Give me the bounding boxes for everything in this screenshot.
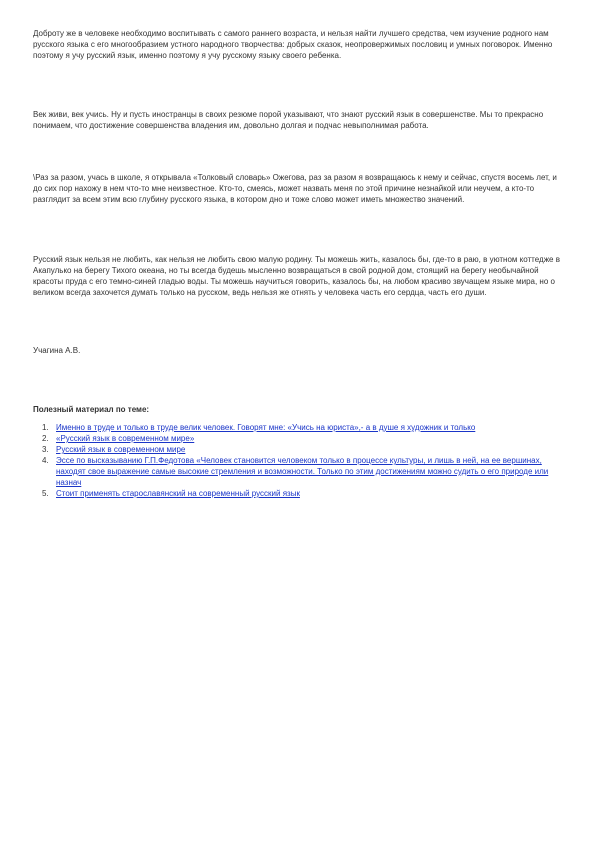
related-link-5[interactable]: Стоит применять старославянский на современный русский язык: [56, 489, 300, 498]
list-number: 2.: [42, 434, 49, 443]
list-number: 1.: [42, 423, 49, 432]
paragraph-3: \Раз за разом, учась в школе, я открывала «Толковый словарь» Ожегова, раз за разом я возвращаюсь к нему и сейчас, спустя восемь лет, и до сих пор нахожу в нем что-то мне неизвестное. Кто-то, смеясь, может назвать меня по этой причине незнайкой или неучем, а кто-то разглядит за всем этим всю глубину русского языка, в котором дно и тоже слово может иметь множество значений.: [33, 173, 557, 204]
list-item: [42, 455, 564, 488]
list-item: [42, 422, 564, 433]
related-heading: Полезный материал по теме:: [33, 405, 150, 414]
list-number: 5.: [42, 489, 49, 498]
paragraph-4: Русский язык нельзя не любить, как нельзя не любить свою малую родину. Ты можешь жить, казалось бы, где-то в раю, в уютном коттедже в Акапулько на берегу Тихого океана, но ты всегда будешь мысленно возвращаться в свой родной дом, стоящий на берегу необычайной красоты пруда с его темно-синей гладью воды. Ты можешь научиться говорить, казалось бы, на любом красиво звучащем языке мира, но о великом всегда захочется думать только на русском, ведь нельзя же отнять у человека часть его сердца, часть его души.: [33, 255, 560, 297]
list-item: [42, 433, 564, 444]
related-links-list: [42, 422, 564, 499]
paragraph-2: Век живи, век учись. Ну и пусть иностранцы в своих резюме порой указывают, что знают русский язык в совершенстве. Мы то прекрасно понимаем, что достижение совершенства владения им, довольно долгая и подчас невыполнимая работа.: [33, 110, 544, 130]
list-item: [42, 488, 564, 499]
list-number: 4.: [42, 456, 49, 465]
author-signature: Учагина А.В.: [33, 346, 81, 355]
list-item: [42, 444, 564, 455]
related-link-3[interactable]: Русский язык в современном мире: [56, 445, 186, 454]
list-number: 3.: [42, 445, 49, 454]
related-link-4[interactable]: Эссе по высказыванию Г.П.Федотова «Человек становится человеком только в процессе культуры, и лишь в ней, на ее вершинах, находят свое выражение самые высокие стремления и возможности. Только по этим достижениям можно судить о его природе или назнач: [56, 456, 549, 487]
related-link-1[interactable]: Именно в труде и только в труде велик человек. Говорят мне: «Учись на юриста»,- а в душе я художник и только: [56, 423, 476, 432]
paragraph-1: Доброту же в человеке необходимо воспитывать с самого раннего возраста, и нельзя найти лучшего средства, чем изучение родного нам русского языка с его многообразием устного народного творчества: добрых сказок, неопровержимых пословиц и умных поговорок. Именно поэтому я учу русский язык, именно поэтому я учу русскому языку своего ребенка.: [33, 29, 553, 60]
related-link-2[interactable]: «Русский язык в современном мире»: [56, 434, 195, 443]
